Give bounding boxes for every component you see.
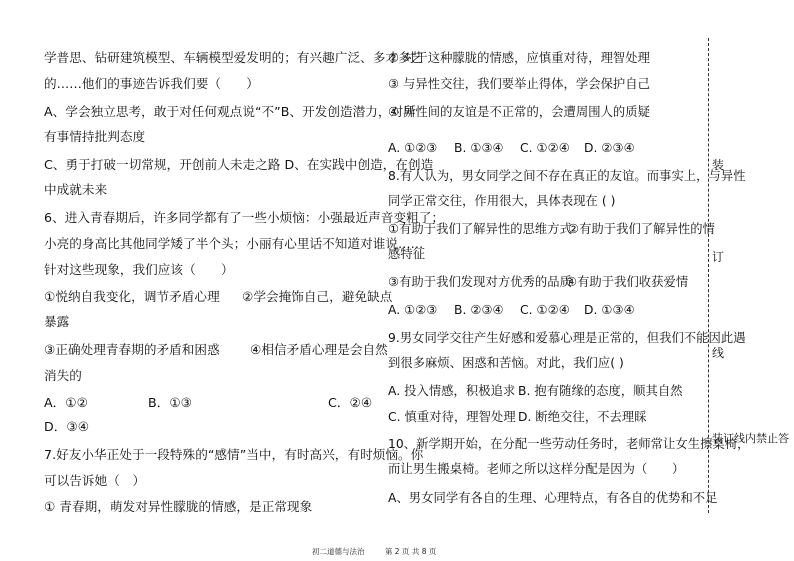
- question-6: 6、进入青春期后，许多同学都有了一些小烦恼：小强最近声音变粗了；: [44, 210, 445, 225]
- text-line: 有事情持批判态度: [44, 129, 146, 144]
- binding-label-xian: 线: [712, 346, 725, 360]
- statement-4: ④有助于我们收获爱情: [566, 275, 689, 289]
- option-c: C．②④: [328, 395, 373, 410]
- option-a: A．①②: [44, 395, 88, 410]
- option-a: A. ①②③: [388, 303, 438, 317]
- text-line: 同学正常交往，作用很大，具体表现在 ( ): [388, 194, 616, 208]
- statement-4: ④相信矛盾心理是会自然: [250, 342, 388, 357]
- option-a: A. 投入情感，积极追求: [388, 384, 516, 398]
- option-d: D. ①③④: [584, 303, 635, 317]
- question-8: 8.有人认为，男女同学之间不存在真正的友谊。而事实上，与异性: [388, 169, 746, 183]
- binding-label-ding: 订: [712, 250, 725, 264]
- text-line: 可以告诉她（ ）: [44, 473, 146, 488]
- option-b: B. ①③④: [454, 141, 504, 155]
- statement-1: ① 青春期，萌发对异性朦胧的情感，是正常现象: [44, 499, 313, 514]
- option-a: A、男女同学有各自的生理、心理特点，有各自的优势和不足: [388, 491, 718, 505]
- text-line: 到很多麻烦、困惑和苦恼。对此，我们应( ): [388, 356, 624, 370]
- option-c: C. 慎重对待，理智处理: [388, 410, 516, 424]
- text-line: 暴露: [44, 314, 70, 329]
- statement-3: ③有助于我们发现对方优秀的品质: [388, 275, 572, 289]
- option-c: C. ①②④: [520, 141, 570, 155]
- option-line: C、勇于打破一切常规，开创前人未走之路 D、在实践中创造，在创造: [44, 157, 434, 172]
- text-line: 的……他们的事迹告诉我们要（ ）: [44, 76, 259, 91]
- binding-notice: 装订线内禁止答: [712, 432, 789, 445]
- binding-label-zhuang: 装: [712, 158, 725, 172]
- option-b: B．①③: [148, 395, 193, 410]
- text-line: 小亮的身高比其他同学矮了半个头；小丽有心里话不知道对谁说……: [44, 236, 424, 251]
- text-line: 学普思、钻研建筑模型、车辆模型爱发明的；有兴趣广泛、多才多艺: [44, 50, 424, 65]
- statement-1: ①有助于我们了解异性的思维方式: [388, 222, 572, 236]
- statement-2: ②有助于我们了解异性的情: [568, 222, 715, 236]
- option-d: D. 断绝交往，不去理睬: [518, 410, 647, 424]
- text-line: 消失的: [44, 368, 82, 383]
- option-a: A. ①②③: [388, 141, 438, 155]
- option-d: D．③④: [44, 419, 90, 434]
- option-c: C. ①②④: [520, 303, 570, 317]
- footer-page-number: 第 2 页 共 8 页: [384, 547, 437, 556]
- statement-3: ③ 与异性交往，我们要举止得体，学会保护自己: [388, 77, 650, 91]
- text-line: 针对这些现象，我们应该（ ）: [44, 262, 234, 277]
- footer-subject: 初二道德与法治: [312, 547, 365, 556]
- text-line: 而让男生搬桌椅。老师之所以这样分配是因为（ ）: [388, 462, 685, 476]
- statement-4: ④ 异性间的友谊是不正常的，会遭周围人的质疑: [388, 105, 650, 119]
- statement-3: ③正确处理青春期的矛盾和困惑: [44, 342, 220, 357]
- statement-1: ①悦纳自我变化，调节矛盾心理: [44, 289, 220, 304]
- question-9: 9.男女同学交往产生好感和爱慕心理是正常的，但我们不能因此遇: [388, 331, 746, 345]
- binding-line: [708, 38, 709, 513]
- option-line: A、学会独立思考，敢于对任何观点说“不”B、开发创造潜力，对所: [44, 104, 416, 119]
- option-b: B. 抱有随缘的态度，顺其自然: [518, 384, 683, 398]
- question-7: 7.好友小华正处于一段特殊的“感情”当中，有时高兴，有时烦恼。你: [44, 447, 424, 462]
- text-line: 中成就未来: [44, 182, 108, 197]
- page-footer: [312, 546, 454, 557]
- option-b: B. ②③④: [454, 303, 504, 317]
- text-line: 感特征: [388, 247, 426, 261]
- statement-2: ②学会掩饰自己，避免缺点: [242, 289, 393, 304]
- statement-2: ② 对于这种朦胧的情感，应慎重对待，理智处理: [388, 51, 650, 65]
- option-d: D. ②③④: [584, 141, 635, 155]
- question-10: 10、新学期开始，在分配一些劳动任务时，老师常让女生擦桌椅，: [388, 437, 750, 451]
